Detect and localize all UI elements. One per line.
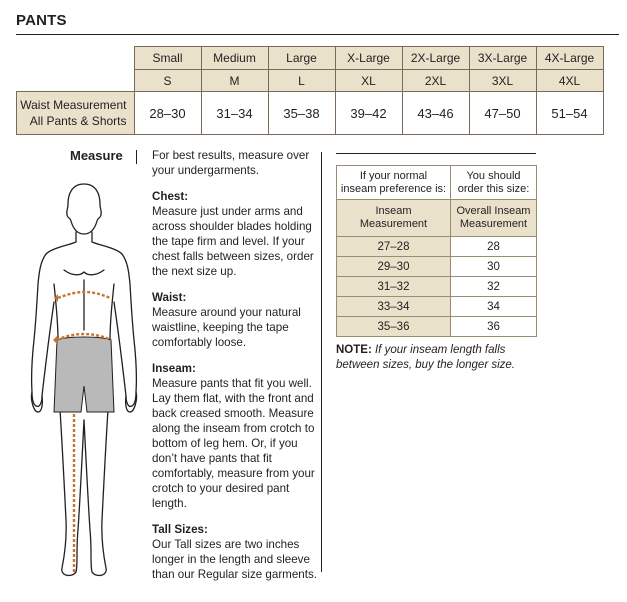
question-line: You should — [466, 169, 521, 182]
table-corner — [17, 47, 135, 92]
inseam-cell: 33–34 — [337, 297, 451, 317]
note-label: NOTE: — [336, 344, 372, 356]
overall-cell: 28 — [451, 237, 537, 257]
column-header — [337, 200, 451, 237]
inseam-cell: 31–32 — [337, 277, 451, 297]
size-code: 4XL — [536, 70, 603, 92]
note-text: If your inseam length falls between sizes, buy the longer size. — [336, 344, 515, 371]
intro-text: For best results, measure over your undergarments. — [152, 149, 310, 177]
title-rule — [16, 34, 619, 35]
question-cell — [337, 166, 451, 200]
chest-text: Measure just under arms and across shoulder blades holding the tape firm and level. If your chest falls between sizes, order the next size up. — [152, 205, 314, 278]
measure-divider — [136, 150, 137, 164]
waist-value: 35–38 — [268, 92, 335, 135]
waist-value: 43–46 — [402, 92, 469, 135]
inseam-cell: 29–30 — [337, 257, 451, 277]
inseam-top-rule — [336, 153, 536, 154]
question-line: order this size: — [457, 182, 530, 195]
size-header: 4X-Large — [536, 47, 603, 70]
shorts-shape — [54, 337, 114, 412]
tall-heading: Tall Sizes: — [152, 523, 208, 536]
body-figure-illustration — [28, 180, 140, 585]
header-line: Measurement — [359, 218, 428, 230]
chest-heading: Chest: — [152, 190, 189, 203]
size-code: XL — [335, 70, 402, 92]
column-divider — [321, 152, 322, 572]
inseam-note — [336, 343, 536, 373]
size-table — [16, 46, 604, 135]
header-line: Overall Inseam — [456, 205, 531, 217]
overall-cell: 34 — [451, 297, 537, 317]
waist-tape-end — [53, 336, 57, 344]
waist-row-label — [17, 92, 135, 135]
tall-text: Our Tall sizes are two inches longer in the length and sleeve than our Regular size garments. — [152, 538, 317, 581]
size-header: Large — [268, 47, 335, 70]
inseam-heading: Inseam: — [152, 362, 196, 375]
overall-cell: 36 — [451, 317, 537, 337]
header-line: Measurement — [459, 218, 528, 230]
waist-heading: Waist: — [152, 291, 187, 304]
page-title: PANTS — [16, 12, 67, 29]
inseam-cell: 27–28 — [337, 237, 451, 257]
size-code: 3XL — [469, 70, 536, 92]
header-line: Inseam — [375, 205, 412, 217]
size-header: X-Large — [335, 47, 402, 70]
waist-value: 47–50 — [469, 92, 536, 135]
measure-label: Measure — [70, 148, 123, 163]
question-cell — [451, 166, 537, 200]
waist-value: 28–30 — [134, 92, 201, 135]
size-code: 2XL — [402, 70, 469, 92]
waist-text: Measure around your natural waistline, keeping the tape comfortably loose. — [152, 306, 301, 349]
size-header: 3X-Large — [469, 47, 536, 70]
question-line: inseam preference is: — [340, 182, 447, 195]
inseam-cell: 35–36 — [337, 317, 451, 337]
size-header: Medium — [201, 47, 268, 70]
inseam-table — [336, 165, 537, 337]
size-header: Small — [134, 47, 201, 70]
waist-value: 51–54 — [536, 92, 603, 135]
overall-cell: 30 — [451, 257, 537, 277]
size-code: L — [268, 70, 335, 92]
row-label-line1: Waist Measurement — [20, 98, 127, 112]
question-line: If your normal — [359, 169, 428, 182]
column-header — [451, 200, 537, 237]
overall-cell: 32 — [451, 277, 537, 297]
size-code: M — [201, 70, 268, 92]
size-header: 2X-Large — [402, 47, 469, 70]
waist-value: 39–42 — [335, 92, 402, 135]
measure-instructions — [152, 148, 317, 582]
row-label-line2: All Pants & Shorts — [29, 114, 127, 128]
inseam-text: Measure pants that fit you well. Lay them flat, with the front and back creased smooth. Measure along the inseam from crotch to bottom of leg hem. Or, if you don’t have pants that fit comfortably, measure from your crotch to your desired pant length. — [152, 377, 315, 510]
waist-value: 31–34 — [201, 92, 268, 135]
size-code: S — [134, 70, 201, 92]
